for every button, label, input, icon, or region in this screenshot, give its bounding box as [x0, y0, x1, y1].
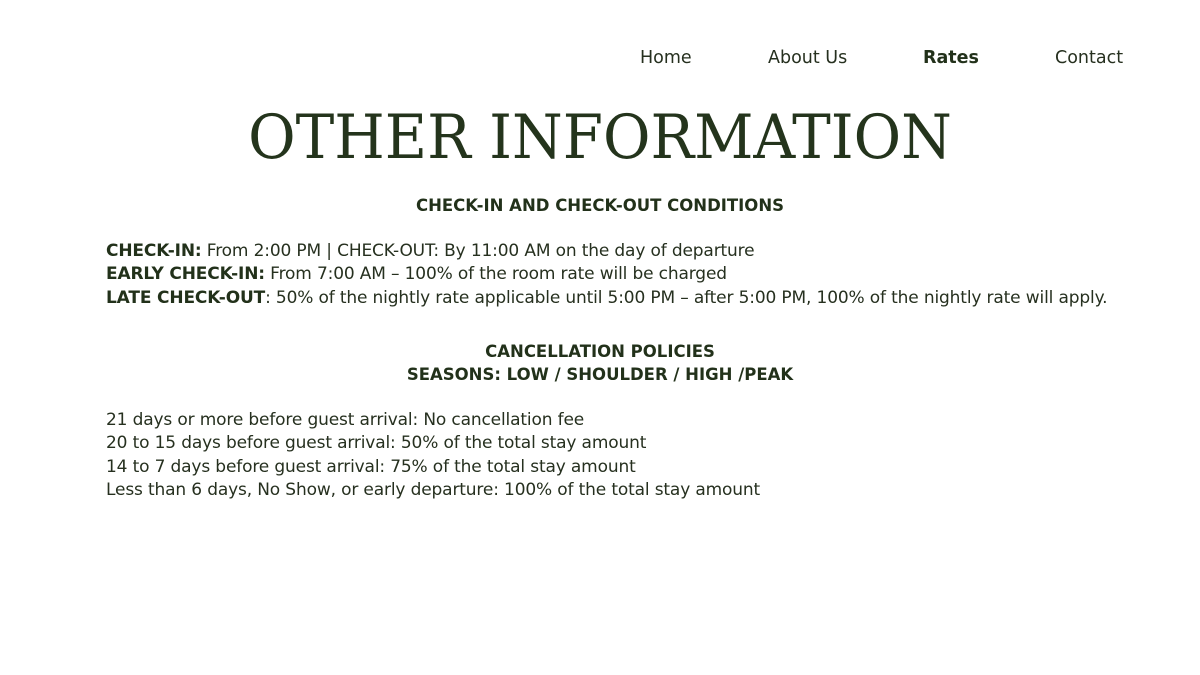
checkin-line-text: From 2:00 PM | CHECK-OUT: By 11:00 AM on the day of departure	[201, 241, 755, 261]
early-checkin-line	[106, 263, 1106, 286]
nav-link-about-us[interactable]: About Us	[768, 48, 848, 68]
cancellation-policy-list	[106, 409, 1106, 502]
checkin-section-heading: CHECK-IN AND CHECK-OUT CONDITIONS	[415, 196, 785, 215]
early-checkin-line-label: EARLY CHECK-IN:	[106, 264, 265, 285]
late-checkout-line-label: LATE CHECK-OUT	[106, 287, 266, 308]
nav-link-contact[interactable]: Contact	[1055, 48, 1124, 68]
nav-link-home[interactable]: Home	[640, 48, 692, 68]
nav-link-rates[interactable]: Rates	[923, 48, 979, 68]
late-checkout-line	[106, 287, 1106, 310]
seasons-subheading: SEASONS: LOW / SHOULDER / HIGH /PEAK	[406, 365, 794, 384]
cancellation-policy-item: 20 to 15 days before guest arrival: 50% of the total stay amount	[106, 433, 647, 454]
page-title: OTHER INFORMATION	[248, 102, 952, 173]
cancellation-section-heading: CANCELLATION POLICIES	[485, 342, 715, 361]
cancellation-policy-item: Less than 6 days, No Show, or early departure: 100% of the total stay amount	[106, 479, 761, 500]
early-checkin-line-text: From 7:00 AM – 100% of the room rate will be charged	[264, 264, 727, 285]
top-navigation	[0, 46, 1200, 70]
late-checkout-line-text: : 50% of the nightly rate applicable until 5:00 PM – after 5:00 PM, 100% of the nightly rate will apply.	[265, 287, 1108, 308]
cancellation-policy-item: 21 days or more before guest arrival: No cancellation fee	[106, 410, 585, 430]
checkin-line	[106, 240, 1106, 263]
checkin-line-label: CHECK-IN:	[106, 241, 202, 261]
cancellation-policy-item: 14 to 7 days before guest arrival: 75% of the total stay amount	[106, 456, 636, 477]
checkin-conditions-list	[106, 240, 1106, 310]
